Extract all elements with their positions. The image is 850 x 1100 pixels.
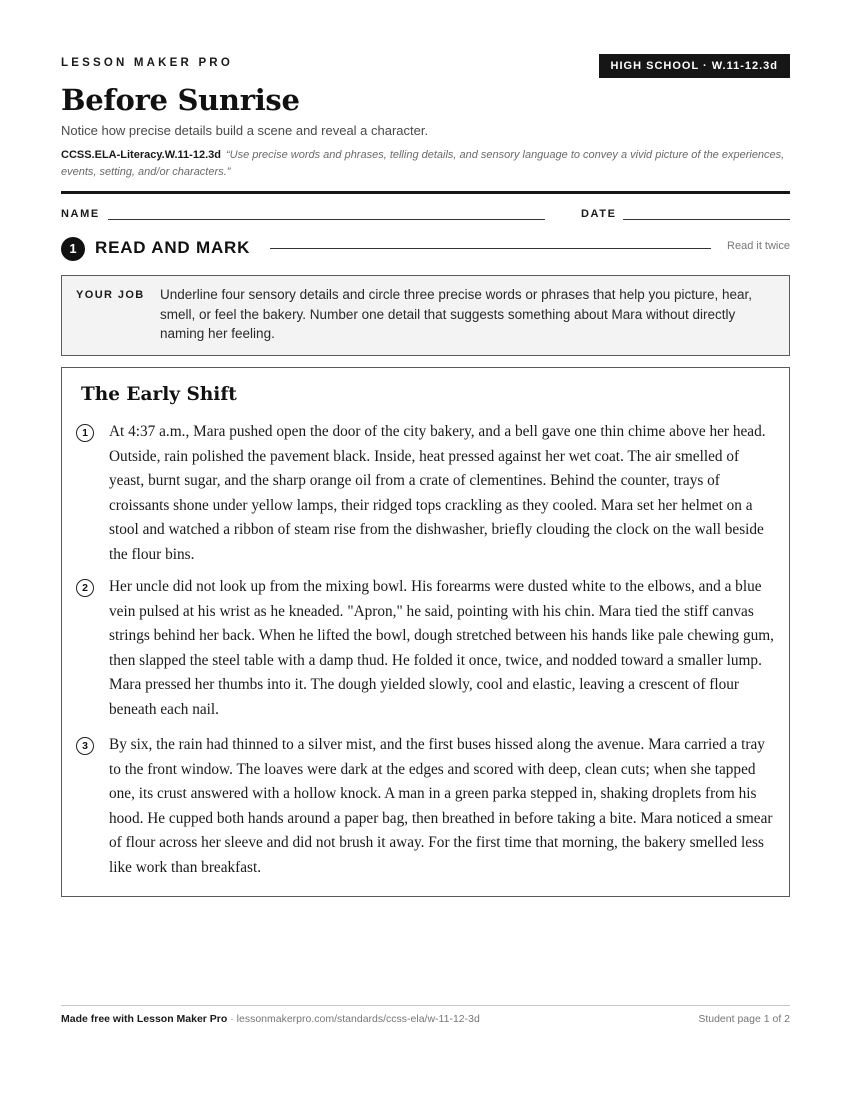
section-number-badge: 1	[61, 237, 85, 261]
standard-text: “Use precise words and phrases, telling details, and sensory language to convey a vivid picture of the experiences, events, setting, and/or characters.”	[61, 149, 785, 178]
worksheet-page	[61, 0, 790, 1100]
paragraph-text: At 4:37 a.m., Mara pushed open the door of the city bakery, and a bell gave one thin chime above her head. Outside, rain polished the pavement black. Inside, heat pressed against her wet coat. The air smelled of yeast, burnt sugar, and the sharp orange oil from a crate of clementines. Behind the counter, trays of croissants shone under yellow lamps, their ridged tops crackling as they cooled. Mara set her helmet on a stool and watched a ribbon of steam rise from the dishwasher, briefly clouding the clock on the wall beside the flour bins.	[109, 423, 766, 563]
paragraph-text: Her uncle did not look up from the mixing bowl. His forearms were dusted white to the elbows, and a blue vein pulsed at his wrist as he kneaded. "Apron," he said, pointing with his chin. Mara tied the stiff canvas strings behind her back. When he lifted the bowl, dough stretched between his hands like pale chewing gum, then slapped the steel table with a damp thud. He folded it once, twice, and nodded toward a smaller lump. Mara pressed her thumbs into it. The dough yielded slowly, cool and elastic, leaving a crescent of flour beneath each nail.	[109, 578, 774, 718]
section-title: READ AND MARK	[95, 238, 251, 257]
brand-name: LESSON MAKER PRO	[61, 57, 233, 69]
footer-page-number: Student page 1 of 2	[698, 1013, 790, 1025]
footer-made-with: Made free with Lesson Maker Pro	[61, 1013, 228, 1025]
story-box	[61, 367, 790, 897]
story-title: The Early Shift	[81, 384, 237, 405]
name-label: NAME	[61, 208, 100, 220]
paragraph-number: 1	[76, 424, 94, 442]
header-divider	[61, 191, 790, 194]
paragraph-text: By six, the rain had thinned to a silver mist, and the first buses hissed along the avenue. Mara carried a tray to the front window. The loaves were dark at the edges and scored with deep, clean cuts; when she tapped one, its crust answered with a hollow knock. A man in a green parka stepped in, shaking droplets from his hood. He cupped both hands around a paper bag, then breathed in before taking a bite. Mara noticed a smear of flour across her sleeve and did not brush it away. For the first time that morning, the bakery smelled less like work than breakfast.	[109, 736, 773, 876]
instructions-label: YOUR JOB	[76, 289, 145, 301]
instructions-box	[61, 275, 790, 356]
grade-standard-badge: HIGH SCHOOL · W.11-12.3d	[599, 54, 790, 78]
footer-credit	[61, 1013, 480, 1025]
page-title: Before Sunrise	[61, 83, 300, 117]
standard-description	[61, 147, 790, 181]
date-label: DATE	[581, 208, 617, 220]
instructions-text: Underline four sensory details and circle three precise words or phrases that help you picture, hear, smell, or feel the bakery. Number one detail that suggests something about Mara without directly naming her feeling.	[160, 287, 753, 341]
paragraph-number: 3	[76, 737, 94, 755]
section-note: Read it twice	[727, 240, 790, 252]
page-subtitle: Notice how precise details build a scene and reveal a character.	[61, 123, 429, 138]
footer-url[interactable]: · lessonmakerpro.com/standards/ccss-ela/w-11-12-3d	[227, 1013, 480, 1025]
name-field[interactable]	[108, 219, 545, 220]
footer-divider	[61, 1005, 790, 1006]
paragraph-number: 2	[76, 579, 94, 597]
section-divider	[270, 248, 711, 249]
standard-code: CCSS.ELA-Literacy.W.11-12.3d	[61, 149, 221, 161]
date-field[interactable]	[623, 219, 790, 220]
